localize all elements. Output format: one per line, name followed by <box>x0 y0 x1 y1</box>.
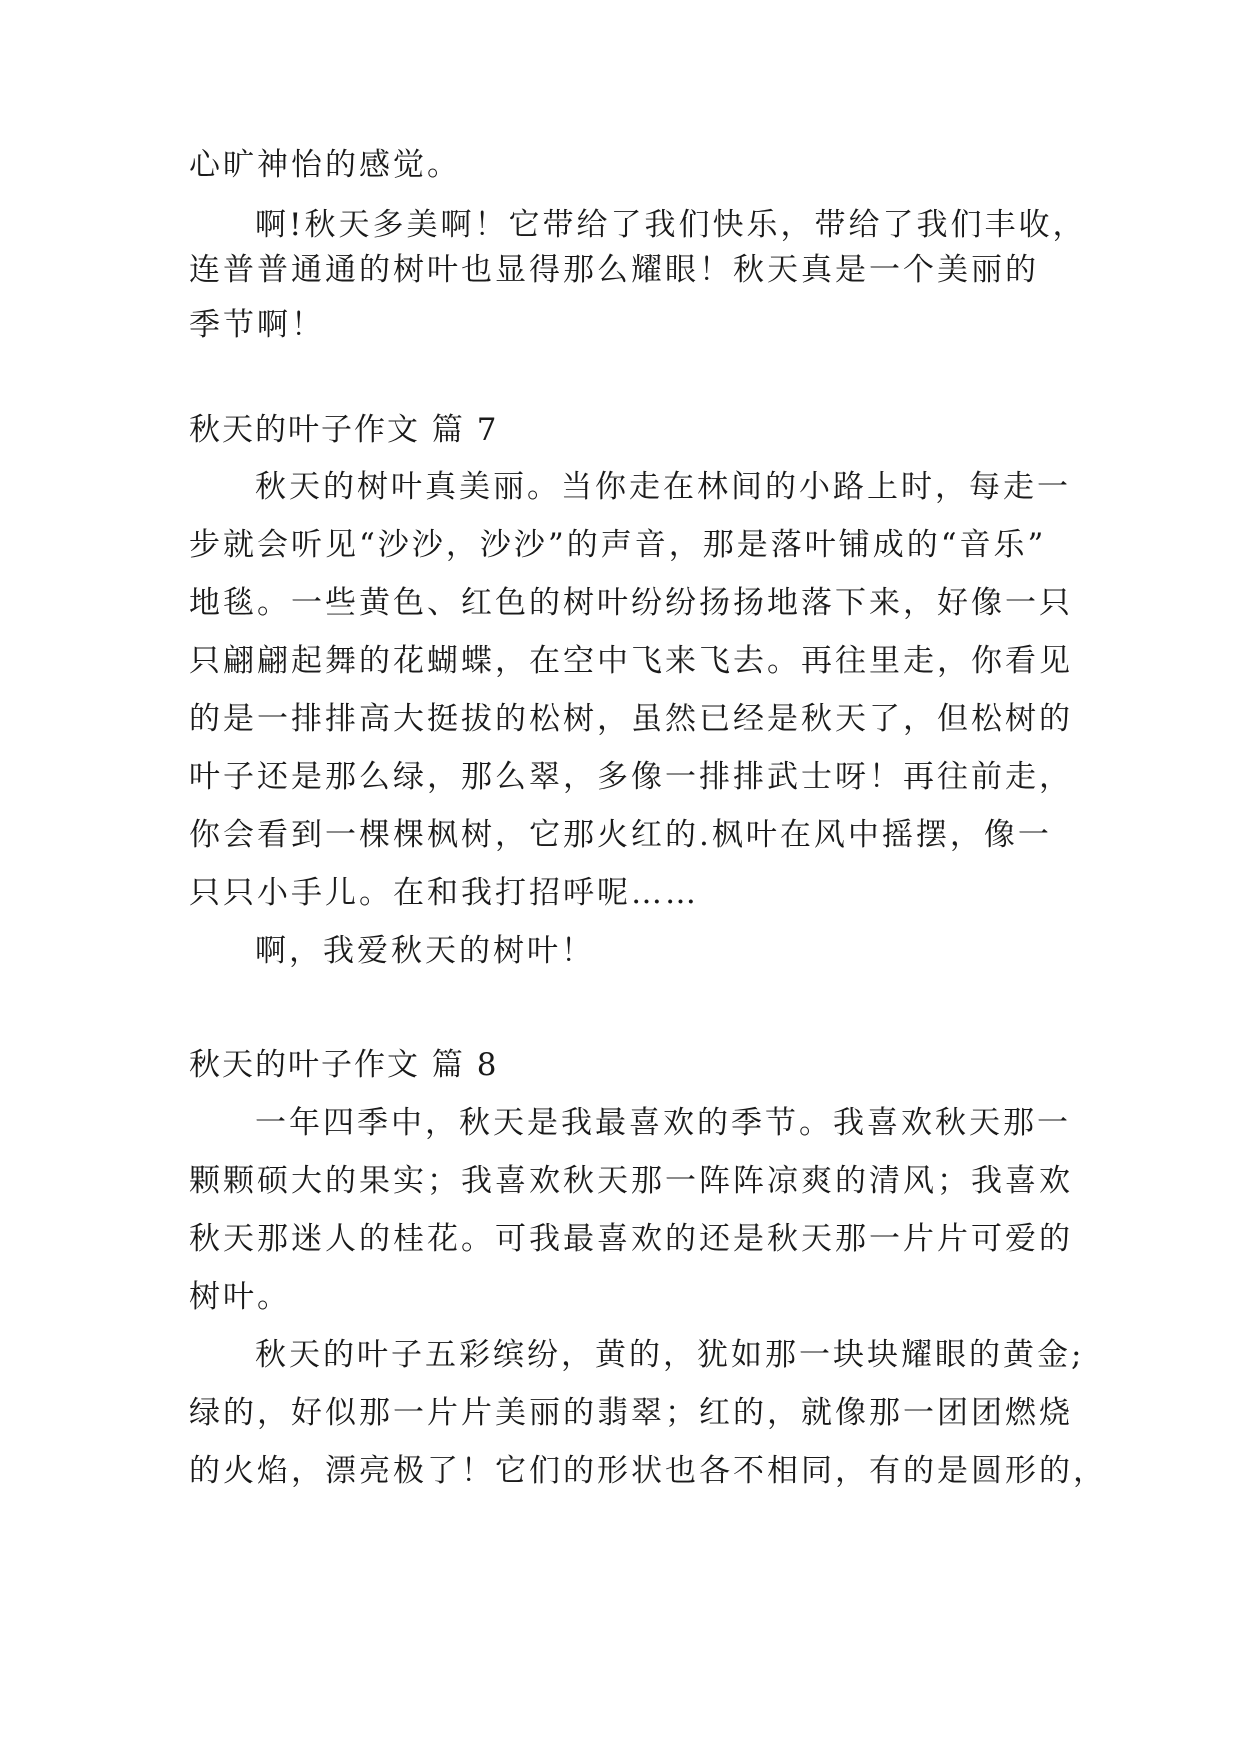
paragraph-line: 绿的，好似那一片片美丽的翡翠；红的，就像那一团团燃烧 <box>189 1395 1073 1431</box>
paragraph-line: 秋天那迷人的桂花。可我最喜欢的还是秋天那一片片可爱的 <box>189 1221 1073 1257</box>
section-heading: 秋天的叶子作文 篇 7 <box>189 412 499 448</box>
paragraph-line: 啊!秋天多美啊！它带给了我们快乐，带给了我们丰收， <box>255 207 1087 243</box>
paragraph-line: 颗颗硕大的果实；我喜欢秋天那一阵阵凉爽的清风；我喜欢 <box>189 1163 1073 1199</box>
paragraph-line: 叶子还是那么绿，那么翠，多像一排排武士呀！再往前走， <box>189 759 1073 795</box>
paragraph-line: 秋天的叶子五彩缤纷，黄的，犹如那一块块耀眼的黄金; <box>255 1337 1085 1373</box>
paragraph-line: 步就会听见“沙沙，沙沙”的声音，那是落叶铺成的“音乐” <box>189 527 1047 563</box>
paragraph-line: 只翩翩起舞的花蝴蝶，在空中飞来飞去。再往里走，你看见 <box>189 643 1073 679</box>
paragraph-line: 你会看到一棵棵枫树，它那火红的.枫叶在风中摇摆，像一 <box>189 817 1052 853</box>
paragraph-line: 树叶。 <box>189 1279 291 1315</box>
paragraph-line: 连普普通通的树叶也显得那么耀眼！秋天真是一个美丽的 <box>189 252 1039 288</box>
paragraph-line: 的是一排排高大挺拔的松树，虽然已经是秋天了，但松树的 <box>189 701 1073 737</box>
paragraph-line: 秋天的树叶真美丽。当你走在林间的小路上时，每走一 <box>255 469 1071 505</box>
paragraph-line: 心旷神怡的感觉。 <box>189 147 461 183</box>
paragraph-line: 地毯。一些黄色、红色的树叶纷纷扬扬地落下来，好像一只 <box>189 585 1073 621</box>
paragraph-line: 季节啊！ <box>189 307 325 343</box>
section-heading: 秋天的叶子作文 篇 8 <box>189 1047 499 1083</box>
paragraph-line: 啊，我爱秋天的树叶！ <box>255 933 595 969</box>
paragraph-line: 只只小手儿。在和我打招呼呢…… <box>189 875 699 911</box>
paragraph-line: 一年四季中，秋天是我最喜欢的季节。我喜欢秋天那一 <box>255 1105 1071 1141</box>
paragraph-line: 的火焰，漂亮极了！它们的形状也各不相同，有的是圆形的， <box>189 1453 1107 1489</box>
